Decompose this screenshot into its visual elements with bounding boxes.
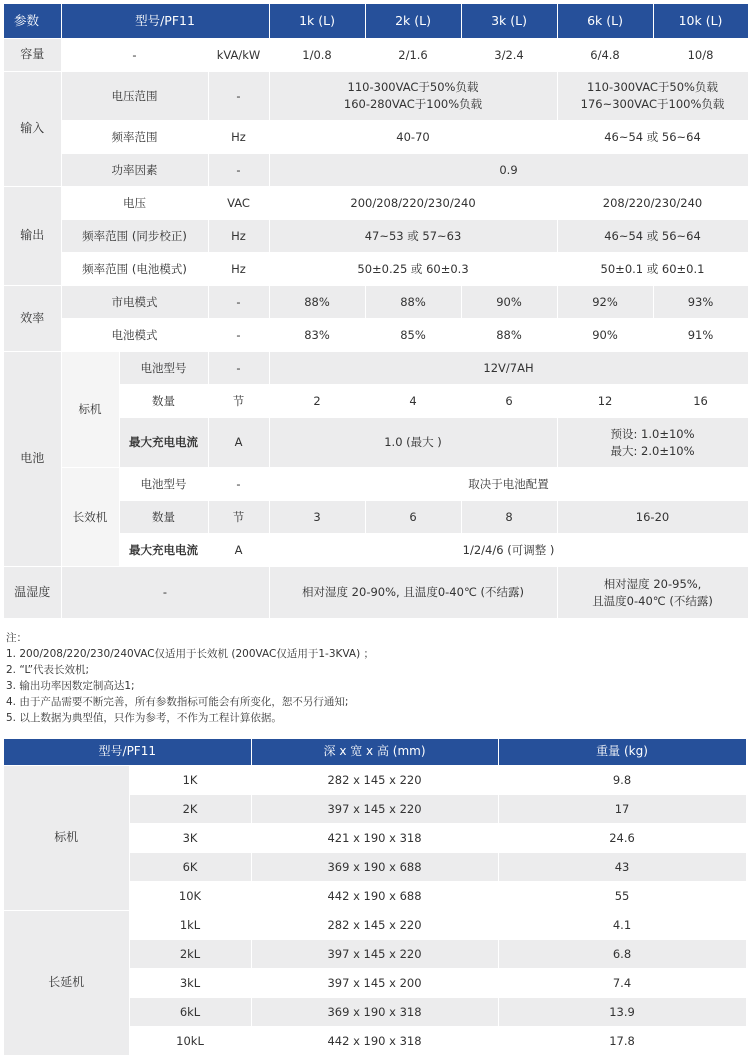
input-voltage-a-line1: 110-300VAC于50%负载 [347, 80, 479, 95]
efficiency-battery-label: 电池模式 [61, 319, 208, 352]
input-voltage-a [269, 72, 557, 121]
input-frequency-b: 46~54 或 56~64 [557, 121, 748, 154]
dim-header-model: 型号/PF11 [4, 739, 251, 766]
battery-long-qty-value: 16-20 [557, 501, 748, 534]
input-frequency-label: 频率范围 [61, 121, 208, 154]
efficiency-mains-value: 93% [653, 286, 748, 319]
note-line: 4. 由于产品需要不断完善，所有参数指标可能会有所变化，恕不另行通知; [6, 696, 349, 708]
capacity-value: 10/8 [653, 39, 748, 72]
battery-long-charge-unit: A [208, 534, 269, 567]
dim-weight: 43 [498, 853, 746, 882]
notes-block [6, 630, 374, 726]
output-freq-sync-a: 47~53 或 57~63 [269, 220, 557, 253]
battery-long-charge-value: 1/2/4/6 (可调整 ) [269, 534, 748, 567]
battery-std-qty-value: 12 [557, 385, 653, 418]
humidity-b [557, 567, 748, 619]
output-label: 输出 [4, 187, 61, 286]
note-line: 5. 以上数据为典型值，只作为参考，不作为工程计算依据。 [6, 712, 282, 724]
humidity-b-line2: 且温度0-40℃ (不结露) [592, 593, 713, 608]
humidity-a: 相对湿度 20-90%, 且温度0-40℃ (不结露) [269, 567, 557, 619]
humidity-dash: - [61, 567, 269, 619]
efficiency-battery-value: 91% [653, 319, 748, 352]
battery-long-type-dash: - [208, 468, 269, 501]
dim-weight: 17.8 [498, 1027, 746, 1056]
battery-std-qty-value: 6 [461, 385, 557, 418]
header-1k: 1k (L) [269, 4, 365, 39]
input-voltage-b-line2: 176~300VAC于100%负载 [580, 97, 725, 111]
dim-weight: 7.4 [498, 969, 746, 998]
battery-std-qty-unit: 节 [208, 385, 269, 418]
output-freq-sync-b: 46~54 或 56~64 [557, 220, 748, 253]
dim-weight: 9.8 [498, 766, 746, 795]
dim-model: 3kL [129, 969, 251, 998]
dim-header-size: 深 x 宽 x 高 (mm) [251, 739, 498, 766]
efficiency-battery-row [4, 319, 748, 352]
input-frequency-a: 40-70 [269, 121, 557, 154]
dim-model: 10K [129, 882, 251, 911]
efficiency-battery-value: 90% [557, 319, 653, 352]
battery-std-qty-value: 4 [365, 385, 461, 418]
battery-std-qty-value: 16 [653, 385, 748, 418]
spec-table [4, 4, 749, 619]
humidity-label: 温湿度 [4, 567, 61, 619]
efficiency-battery-value: 83% [269, 319, 365, 352]
header-10k: 10k (L) [653, 4, 748, 39]
header-param: 参数 [4, 4, 61, 39]
dim-model: 6kL [129, 998, 251, 1027]
battery-std-charge-unit: A [208, 418, 269, 468]
efficiency-mains-value: 88% [365, 286, 461, 319]
battery-long-qty-value: 8 [461, 501, 557, 534]
dim-weight: 24.6 [498, 824, 746, 853]
battery-std-type-label: 电池型号 [119, 352, 208, 385]
dim-model: 1kL [129, 911, 251, 940]
input-voltage-row [4, 72, 748, 121]
battery-std-charge-b [557, 418, 748, 468]
capacity-unit: kVA/kW [208, 39, 269, 72]
dim-size: 397 x 145 x 220 [251, 795, 498, 824]
output-freq-batt-row [4, 253, 748, 286]
efficiency-battery-value: 85% [365, 319, 461, 352]
battery-std-charge-label: 最大充电电流 [119, 418, 208, 468]
note-line: 3. 输出功率因数定制高达1; [6, 680, 135, 692]
dim-row [4, 911, 746, 940]
capacity-value: 3/2.4 [461, 39, 557, 72]
output-freq-sync-label: 频率范围 (同步校正) [61, 220, 208, 253]
efficiency-battery-value: 88% [461, 319, 557, 352]
battery-standard-label: 标机 [61, 352, 119, 468]
dim-model: 2kL [129, 940, 251, 969]
dim-model: 1K [129, 766, 251, 795]
capacity-dash: - [61, 39, 208, 72]
dimensions-header-row [4, 739, 746, 766]
dim-long-label: 长延机 [4, 911, 129, 1056]
output-freq-batt-b: 50±0.1 或 60±0.1 [557, 253, 748, 286]
battery-long-qty-unit: 节 [208, 501, 269, 534]
dim-weight: 4.1 [498, 911, 746, 940]
header-3k: 3k (L) [461, 4, 557, 39]
dim-model: 3K [129, 824, 251, 853]
efficiency-mains-label: 市电模式 [61, 286, 208, 319]
input-pf-dash: - [208, 154, 269, 187]
output-freq-sync-unit: Hz [208, 220, 269, 253]
dim-size: 282 x 145 x 220 [251, 766, 498, 795]
efficiency-battery-dash: - [208, 319, 269, 352]
input-voltage-b [557, 72, 748, 121]
dim-model: 10kL [129, 1027, 251, 1056]
note-line: 2. “L”代表长效机; [6, 664, 90, 676]
input-pf-row [4, 154, 748, 187]
efficiency-mains-dash: - [208, 286, 269, 319]
efficiency-mains-row [4, 286, 748, 319]
dimensions-table [4, 739, 747, 1056]
dim-weight: 13.9 [498, 998, 746, 1027]
input-pf-label: 功率因素 [61, 154, 208, 187]
battery-long-label: 长效机 [61, 468, 119, 567]
battery-long-charge-label: 最大充电电流 [119, 534, 208, 567]
battery-std-type-value: 12V/7AH [269, 352, 748, 385]
dim-size: 442 x 190 x 318 [251, 1027, 498, 1056]
output-voltage-b: 208/220/230/240 [557, 187, 748, 220]
capacity-row [4, 39, 748, 72]
battery-long-qty-value: 6 [365, 501, 461, 534]
input-voltage-dash: - [208, 72, 269, 121]
output-freq-sync-row [4, 220, 748, 253]
battery-long-type-row [4, 468, 748, 501]
output-voltage-unit: VAC [208, 187, 269, 220]
humidity-row [4, 567, 748, 619]
input-voltage-label: 电压范围 [61, 72, 208, 121]
output-freq-batt-unit: Hz [208, 253, 269, 286]
note-line: 1. 200/208/220/230/240VAC仅适用于长效机 (200VAC仅适用于1-3KVA) ； [6, 648, 375, 660]
output-voltage-label: 电压 [61, 187, 208, 220]
efficiency-mains-value: 92% [557, 286, 653, 319]
dim-model: 2K [129, 795, 251, 824]
dim-header-weight: 重量 (kg) [498, 739, 746, 766]
dim-size: 421 x 190 x 318 [251, 824, 498, 853]
battery-long-type-value: 取决于电池配置 [269, 468, 748, 501]
input-frequency-unit: Hz [208, 121, 269, 154]
efficiency-mains-value: 88% [269, 286, 365, 319]
dim-row [4, 766, 746, 795]
input-pf-value: 0.9 [269, 154, 748, 187]
dim-weight: 55 [498, 882, 746, 911]
note-heading: 注： [6, 632, 27, 644]
output-voltage-row [4, 187, 748, 220]
battery-std-qty-value: 2 [269, 385, 365, 418]
input-label: 输入 [4, 72, 61, 187]
output-freq-batt-a: 50±0.25 或 60±0.3 [269, 253, 557, 286]
header-model: 型号/PF11 [61, 4, 269, 39]
battery-std-qty-label: 数量 [119, 385, 208, 418]
capacity-value: 6/4.8 [557, 39, 653, 72]
dim-size: 369 x 190 x 318 [251, 998, 498, 1027]
efficiency-mains-value: 90% [461, 286, 557, 319]
dim-model: 6K [129, 853, 251, 882]
battery-label: 电池 [4, 352, 61, 567]
battery-long-type-label: 电池型号 [119, 468, 208, 501]
capacity-value: 2/1.6 [365, 39, 461, 72]
header-2k: 2k (L) [365, 4, 461, 39]
output-freq-batt-label: 频率范围 (电池模式) [61, 253, 208, 286]
humidity-b-line1: 相对湿度 20-95%, [603, 576, 702, 591]
dim-size: 282 x 145 x 220 [251, 911, 498, 940]
battery-std-charge-a: 1.0 (最大 ) [269, 418, 557, 468]
battery-long-qty-label: 数量 [119, 501, 208, 534]
dim-size: 397 x 145 x 220 [251, 940, 498, 969]
dim-weight: 6.8 [498, 940, 746, 969]
input-voltage-b-line1: 110-300VAC于50%负载 [587, 80, 718, 95]
efficiency-label: 效率 [4, 286, 61, 352]
input-frequency-row [4, 121, 748, 154]
battery-std-type-dash: - [208, 352, 269, 385]
dim-weight: 17 [498, 795, 746, 824]
spec-header-row [4, 4, 748, 39]
dim-standard-label: 标机 [4, 766, 129, 911]
output-voltage-a: 200/208/220/230/240 [269, 187, 557, 220]
dim-size: 397 x 145 x 200 [251, 969, 498, 998]
battery-long-qty-value: 3 [269, 501, 365, 534]
capacity-value: 1/0.8 [269, 39, 365, 72]
battery-std-charge-b-line1: 预设: 1.0±10% [610, 426, 695, 441]
header-6k: 6k (L) [557, 4, 653, 39]
input-voltage-a-line2: 160-280VAC于100%负载 [343, 97, 483, 111]
dim-size: 442 x 190 x 688 [251, 882, 498, 911]
battery-std-type-row [4, 352, 748, 385]
dim-size: 369 x 190 x 688 [251, 853, 498, 882]
capacity-label: 容量 [4, 39, 61, 72]
battery-std-charge-b-line2: 最大: 2.0±10% [610, 443, 695, 458]
